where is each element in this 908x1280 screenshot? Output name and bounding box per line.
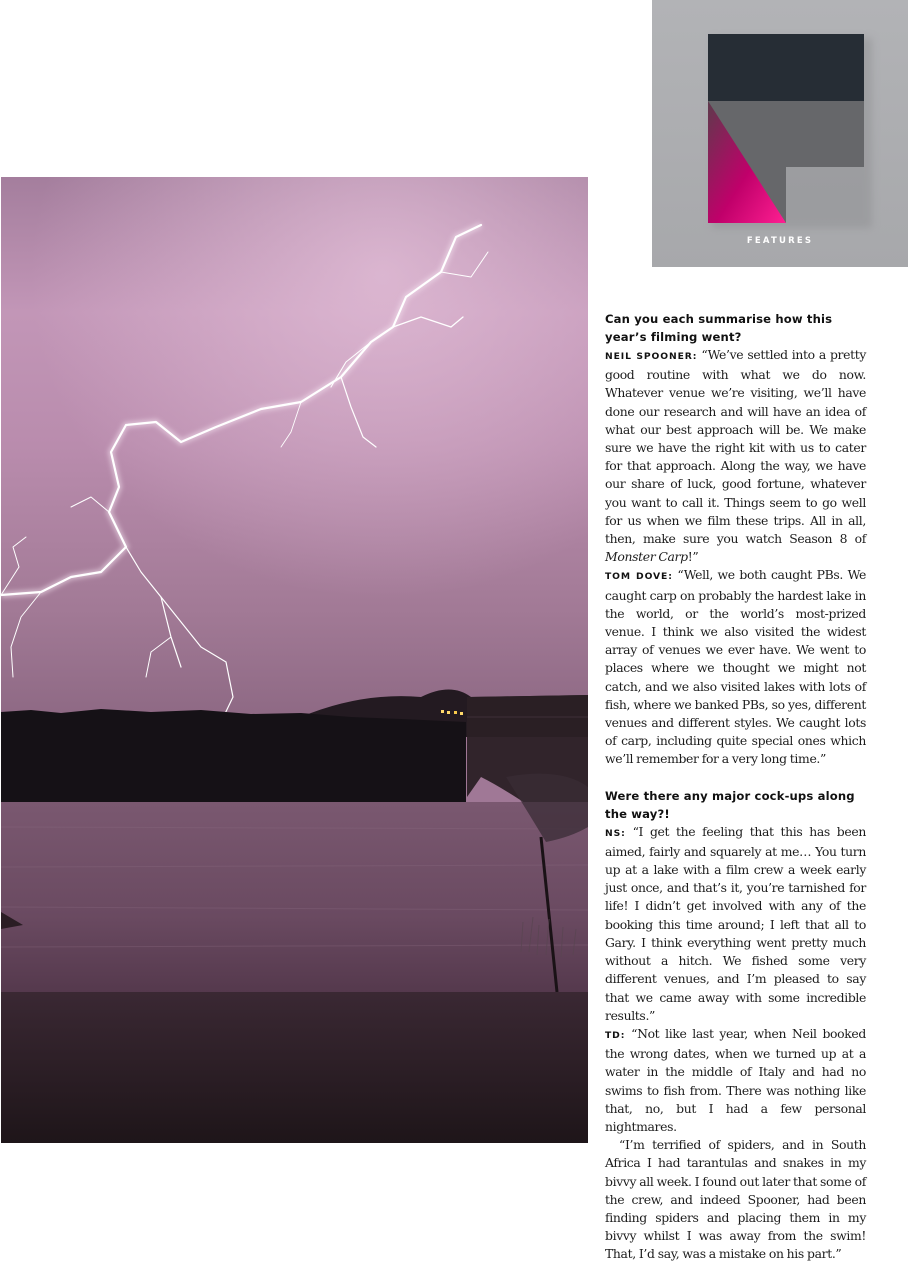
answer-paragraph [605, 823, 866, 1025]
answer-paragraph: “I’m terrified of spiders, and in South Africa I had tarantulas and snakes in my bivvy all week. I found out later that some of the crew, and indeed Spooner, had been finding spiders and placing them in my bivvy whilst I was away from the swim! That, I’d say, was a mistake on his part.” [605, 1137, 866, 1262]
treeline [1, 709, 466, 802]
question-heading: Were there any major cock-ups along the way?! [605, 788, 855, 821]
answer-paragraph [605, 566, 866, 768]
article-column [605, 310, 866, 1264]
shoreline [1, 992, 588, 1143]
answer-text: !” [687, 549, 699, 565]
features-logo-icon [652, 0, 908, 267]
lightning-lake-photo [1, 177, 588, 1143]
speaker-label: NS: [605, 827, 626, 839]
question-heading: Can you each summarise how this year’s filming went? [605, 312, 833, 344]
answer-text: “We’ve settled into a pretty good routine with what we do now. Whatever venue we’re visiting, we’ll have done our research and will have an idea of what our best approach will be. We make sure we have the right kit with us to cater for that approach. Along the way, we have our share of luck, good fortune, whatever you want to call it. Things seem to go well for us when we film these trips. All in all, then, make sure you watch Season 8 of [605, 347, 866, 547]
answer-paragraph [605, 346, 866, 566]
logo-top-bar [708, 34, 864, 101]
speaker-label: TD: [605, 1029, 626, 1041]
answer-paragraph [605, 1025, 866, 1136]
speaker-label: NEIL SPOONER: [605, 351, 698, 362]
lake-water [1, 802, 588, 992]
features-label: FEATURES [746, 236, 814, 246]
answer-text: “I get the feeling that this has been aimed, fairly and squarely at me… You turn up at a lake with a film crew a week early just once, and that’s it, you’re tarnished for life! I didn’t get involved with any of the booking this time around; I left that all to Gary. I think everything went pretty much without a hitch. We fished some very different venues, and I’m pleased to say that we came away with some incredible results.” [605, 823, 866, 1023]
show-title: Monster Carp [605, 549, 688, 565]
speaker-label: TOM DOVE: [605, 571, 673, 583]
features-badge [652, 0, 908, 267]
answer-text: “Not like last year, when Neil booked the wrong dates, when we turned up at a water in the middle of Italy and had no swims to fish from. There was nothing like that, no, but I had a few personal nightmares. [605, 1025, 866, 1134]
answer-text: “Well, we both caught PBs. We caught carp on probably the hardest lake in the world, or the world’s most-prized venue. I think we also visited the widest array of venues we ever have. We went to places where we thought we might not catch, and we also visited lakes with lots of fish, where we banked PBs, so yes, different venues and different styles. We caught lots of carp, including quite special ones which we’ll remember for a very long time.” [605, 567, 866, 767]
